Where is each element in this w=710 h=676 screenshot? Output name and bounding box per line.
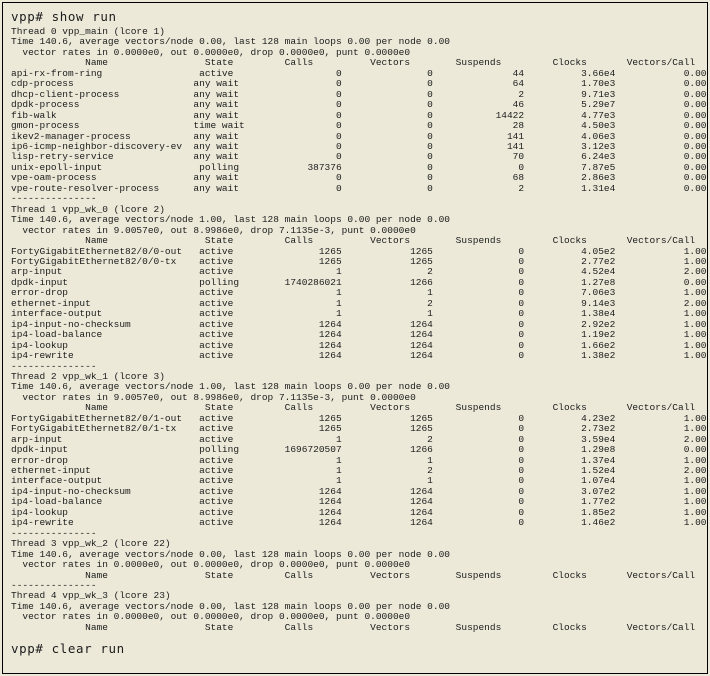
terminal-output bbox=[11, 27, 707, 633]
thread-title-line: Thread 0 vpp_main (lcore 1) bbox=[11, 26, 165, 37]
table-header-line: Name State Calls Vectors Suspends Clocks Vectors/Call bbox=[11, 569, 707, 581]
thread-time-line: Time 140.6, average vectors/node 1.00, last 128 main loops 0.00 per node 0.00 bbox=[11, 381, 450, 393]
node-row-line: api-rx-from-ring active 0 0 44 3.66e4 0.00 bbox=[11, 67, 707, 79]
node-row-line: arp-input active 1 2 0 4.52e4 2.00 bbox=[11, 266, 707, 278]
node-row-line: FortyGigabitEthernet82/0/1-tx active 1265 1265 0 2.73e2 1.00 bbox=[11, 423, 707, 435]
thread-rates-line: vector rates in 0.0000e0, out 0.0000e0, drop 0.0000e0, punt 0.0000e0 bbox=[11, 559, 411, 571]
node-row-line: ip4-rewrite active 1264 1264 0 1.46e2 1.00 bbox=[11, 517, 707, 529]
node-row-line: FortyGigabitEthernet82/0/0-tx active 1265 1265 0 2.77e2 1.00 bbox=[11, 255, 707, 267]
node-row-line: vpe-oam-process any wait 0 0 68 2.86e3 0.00 bbox=[11, 172, 707, 184]
thread-time-line: Time 140.6, average vectors/node 0.00, last 128 main loops 0.00 per node 0.00 bbox=[11, 600, 450, 612]
node-row-line: ip4-load-balance active 1264 1264 0 1.19e2 1.00 bbox=[11, 329, 707, 341]
node-row-line: ip4-load-balance active 1264 1264 0 1.77e2 1.00 bbox=[11, 496, 707, 508]
node-row-line: interface-output active 1 1 0 1.07e4 1.00 bbox=[11, 475, 707, 487]
thread-title-line: Thread 3 vpp_wk_2 (lcore 22) bbox=[11, 538, 171, 550]
separator-line: --------------- bbox=[11, 580, 97, 592]
node-row-line: ethernet-input active 1 2 0 1.52e4 2.00 bbox=[11, 465, 707, 477]
node-row-line: ip4-input-no-checksum active 1264 1264 0 2.92e2 1.00 bbox=[11, 318, 707, 330]
table-header-line: Name State Calls Vectors Suspends Clocks Vectors/Call bbox=[11, 57, 707, 69]
thread-rates-line: vector rates in 0.0000e0, out 0.0000e0, drop 0.0000e0, punt 0.0000e0 bbox=[11, 611, 411, 623]
thread-rates-line: vector rates in 0.0000e0, out 0.0000e0, drop 0.0000e0, punt 0.0000e0 bbox=[11, 46, 411, 58]
node-row-line: ethernet-input active 1 2 0 9.14e3 2.00 bbox=[11, 297, 707, 309]
node-row-line: ip4-rewrite active 1264 1264 0 1.38e2 1.00 bbox=[11, 350, 707, 362]
node-row-line: ip4-input-no-checksum active 1264 1264 0 3.07e2 1.00 bbox=[11, 485, 707, 497]
node-row-line: ikev2-manager-process any wait 0 0 141 4.06e3 0.00 bbox=[11, 130, 707, 142]
terminal-window bbox=[2, 2, 708, 674]
node-row-line: cdp-process any wait 0 0 64 1.70e3 0.00 bbox=[11, 78, 707, 90]
node-row-line: unix-epoll-input polling 387376 0 0 7.87e5 0.00 bbox=[11, 161, 707, 173]
node-row-line: dhcp-client-process any wait 0 0 2 9.71e3 0.00 bbox=[11, 88, 707, 100]
node-row-line: lisp-retry-service any wait 0 0 70 6.24e3 0.00 bbox=[11, 151, 707, 163]
node-row-line: error-drop active 1 1 0 7.06e3 1.00 bbox=[11, 287, 707, 299]
node-row-line: fib-walk any wait 0 0 14422 4.77e3 0.00 bbox=[11, 109, 707, 121]
prompt-show-run: vpp# show run bbox=[11, 9, 117, 24]
node-row-line: ip4-lookup active 1264 1264 0 1.66e2 1.00 bbox=[11, 339, 707, 351]
node-row-line: error-drop active 1 1 0 1.37e4 1.00 bbox=[11, 454, 707, 466]
table-header-line: Name State Calls Vectors Suspends Clocks Vectors/Call bbox=[11, 402, 707, 414]
node-row-line: arp-input active 1 2 0 3.59e4 2.00 bbox=[11, 433, 707, 445]
terminal-screen[interactable] bbox=[3, 3, 707, 673]
node-row-line: dpdk-input polling 1696720507 1266 0 1.29e8 0.00 bbox=[11, 444, 707, 456]
thread-rates-line: vector rates in 9.0057e0, out 8.9986e0, drop 7.1135e-3, punt 0.0000e0 bbox=[11, 391, 416, 403]
separator-line: --------------- bbox=[11, 193, 97, 205]
prompt-clear-run: vpp# clear run bbox=[11, 641, 125, 657]
thread-title-line: Thread 1 vpp_wk_0 (lcore 2) bbox=[11, 203, 165, 215]
node-row-line: interface-output active 1 1 0 1.38e4 1.00 bbox=[11, 308, 707, 320]
thread-title-line: Thread 2 vpp_wk_1 (lcore 3) bbox=[11, 370, 165, 382]
node-row-line: ip6-icmp-neighbor-discovery-ev any wait 0 0 141 3.12e3 0.00 bbox=[11, 140, 707, 152]
separator-line: --------------- bbox=[11, 360, 97, 372]
node-row-line: FortyGigabitEthernet82/0/0-out active 1265 1265 0 4.05e2 1.00 bbox=[11, 245, 707, 257]
node-row-line: FortyGigabitEthernet82/0/1-out active 1265 1265 0 4.23e2 1.00 bbox=[11, 412, 707, 424]
table-header-line: Name State Calls Vectors Suspends Clocks Vectors/Call bbox=[11, 621, 707, 633]
thread-time-line: Time 140.6, average vectors/node 0.00, last 128 main loops 0.00 per node 0.00 bbox=[11, 36, 450, 48]
node-row-line: gmon-process time wait 0 0 28 4.50e3 0.00 bbox=[11, 120, 707, 132]
table-header-line: Name State Calls Vectors Suspends Clocks Vectors/Call bbox=[11, 235, 707, 247]
node-row-line: dpdk-input polling 1740286021 1266 0 1.27e8 0.00 bbox=[11, 276, 707, 288]
thread-time-line: Time 140.6, average vectors/node 0.00, last 128 main loops 0.00 per node 0.00 bbox=[11, 548, 450, 560]
node-row-line: ip4-lookup active 1264 1264 0 1.85e2 1.00 bbox=[11, 506, 707, 518]
thread-time-line: Time 140.6, average vectors/node 1.00, last 128 main loops 0.00 per node 0.00 bbox=[11, 214, 450, 226]
node-row-line: dpdk-process any wait 0 0 46 5.29e7 0.00 bbox=[11, 99, 707, 111]
separator-line: --------------- bbox=[11, 527, 97, 539]
thread-rates-line: vector rates in 9.0057e0, out 8.9986e0, drop 7.1135e-3, punt 0.0000e0 bbox=[11, 224, 416, 236]
node-row-line: vpe-route-resolver-process any wait 0 0 2 1.31e4 0.00 bbox=[11, 182, 707, 194]
thread-title-line: Thread 4 vpp_wk_3 (lcore 23) bbox=[11, 590, 171, 602]
